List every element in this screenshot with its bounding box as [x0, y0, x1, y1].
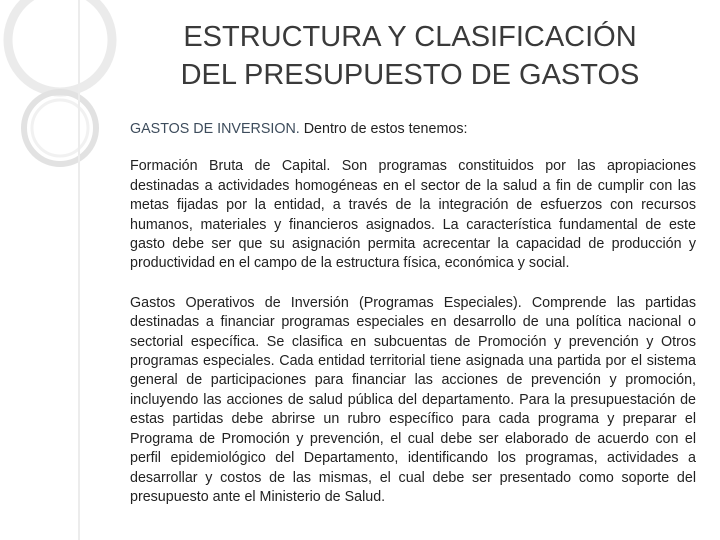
paragraph-formacion-bruta: Formación Bruta de Capital. Son programas constituidos por las apropiaciones destinadas a actividades homogéneas en el sector de la salud a fin de cumplir con las metas fijadas por la entidad, a través de la integración de esfuerzos con recursos humanos, materiales y financieros asignados. La característica fundamental de este gasto debe ser que su asignación permita acrecentar la capacidad de producción y productividad en el campo de la estructura física, económica y social.	[130, 158, 696, 272]
small-ring	[24, 92, 96, 164]
title-line-1: ESTRUCTURA Y CLASIFICACIÓN	[183, 21, 637, 53]
intro-line	[130, 120, 696, 139]
slide-body	[130, 120, 696, 527]
intro-text: Dentro de estos tenemos:	[303, 121, 468, 137]
large-ring	[8, 0, 112, 92]
vertical-rule	[78, 0, 80, 540]
paragraph-gastos-operativos: Gastos Operativos de Inversión (Programas Especiales). Comprende las partidas destinadas a financiar programas especiales en desarrollo de una política nacional o sectorial específica. Se clasifica en subcuentas de Promoción y prevención y Otros programas especiales. Cada entidad territorial tiene asignada una partida por el sistema general de participaciones para financiar las acciones de prevención y promoción, incluyendo las acciones de salud pública del departamento. Para la presupuestación de estas partidas debe abrirse un rubro específico para cada programa y preparar el Programa de Promoción y prevención, el cual debe ser elaborado de acuerdo con el perfil epidemiológico del Departamento, identificando los programas, actividades a desarrollar y costos de las mismas, el cual debe ser presentado como soporte del presupuesto ante el Ministerio de Salud.	[130, 294, 696, 505]
slide-title	[130, 18, 690, 94]
intro-heading: GASTOS DE INVERSION.	[130, 121, 300, 137]
title-line-2: DEL PRESUPUESTO DE GASTOS	[180, 59, 640, 91]
